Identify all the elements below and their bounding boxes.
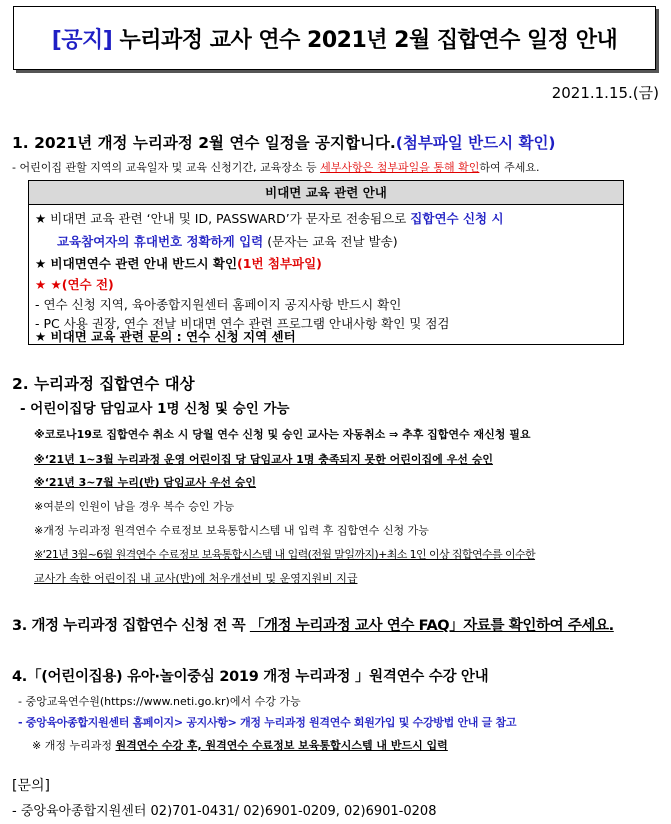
page-title xyxy=(52,23,617,54)
section-2-note-3: ※‘21년 3~7월 누리(반) 담임교사 우선 승인 xyxy=(34,476,257,489)
section-2-heading: 2. 누리과정 집합연수 대상 xyxy=(12,375,195,393)
section-2-sub: - 어린이집당 담임교사 1명 신청 및 승인 가능 xyxy=(20,401,290,417)
section-3-heading xyxy=(12,614,614,635)
notice-line-1a: ★ 비대면 교육 관련 ‘안내 및 ID, PASSWARD’가 문자로 전송됨으로 xyxy=(35,211,411,226)
section-1-desc-c: 하여 주세요. xyxy=(479,161,540,174)
section-3-heading-b: 「개정 누리과정 교사 연수 FAQ」자료를 확인하여 주세요. xyxy=(249,618,614,634)
contact-heading: [문의] xyxy=(12,778,50,794)
section-4-line-3a: ※ 개정 누리과정 xyxy=(32,739,116,752)
section-1-heading xyxy=(12,131,556,153)
notice-line-7: ★ 비대면 교육 관련 문의 : 연수 신청 지역 센터 xyxy=(35,329,296,344)
section-1-desc-highlight: 세부사항은 첨부파일을 통해 확인 xyxy=(320,161,480,174)
section-2-note-6a: ※‘21년 3월~6월 원격연수 수료정보 보육통합시스템 내 입력(전월 말일까지)+최소 1인 이상 집합연수를 이수한 xyxy=(34,548,536,561)
notice-header: 비대면 교육 관련 안내 xyxy=(29,181,623,205)
title-box xyxy=(13,6,656,70)
section-1-desc-a: - 어린이집 관할 지역의 교육일자 및 교육 신청기간, 교육장소 등 xyxy=(12,161,321,174)
notice-line-2a: 교육참여자의 휴대번호 정확하게 입력 xyxy=(57,234,264,249)
notice-line-3 xyxy=(35,254,322,272)
section-4-line-3 xyxy=(32,737,448,753)
section-2-note-4: ※여분의 인원이 남을 경우 복수 승인 가능 xyxy=(34,500,235,513)
section-2-note-2: ※‘21년 1~3월 누리과정 운영 어린이집 당 담임교사 1명 충족되지 못한 어린이집에 우선 승인 xyxy=(34,453,493,466)
notice-line-5: - 연수 신청 지역, 육아종합지원센터 홈페이지 공지사항 반드시 확인 xyxy=(35,297,402,312)
section-4-heading: 4.「(어린이집용) 유아·놀이중심 2019 개정 누리과정 」원격연수 수강 안내 xyxy=(12,669,489,685)
notice-line-1b: 집합연수 신청 시 xyxy=(410,211,504,226)
post-date: 2021.1.15.(금) xyxy=(551,84,659,102)
section-2-note-6b: 교사가 속한 어린이집 내 교사(반)에 처우개선비 및 운영지원비 지급 xyxy=(34,572,358,585)
notice-line-2 xyxy=(57,232,398,250)
section-1-heading-note: (첨부파일 반드시 확인) xyxy=(395,134,556,152)
notice-line-1 xyxy=(35,209,504,227)
title-text: 누리과정 교사 연수 2021년 2월 집합연수 일정 안내 xyxy=(112,27,618,53)
notice-line-4: ★ ★(연수 전) xyxy=(35,277,114,292)
section-2-note-1: ※코로나19로 집합연수 취소 시 당월 연수 신청 및 승인 교사는 자동취소 ⇒ 추후 집합연수 재신청 필요 xyxy=(34,428,531,441)
section-4-line-1: - 중앙교육연수원(https://www.neti.go.kr)에서 수강 가능 xyxy=(18,695,301,708)
notice-line-2b: (문자는 교육 전날 발송) xyxy=(263,234,398,249)
notice-line-3a: ★ 비대면연수 관련 안내 반드시 확인 xyxy=(35,256,238,271)
section-3-heading-a: 3. 개정 누리과정 집합연수 신청 전 꼭 xyxy=(12,618,250,634)
contact-line: - 중앙육아종합지원센터 02)701-0431/ 02)6901-0209, 02)6901-0208 xyxy=(12,804,437,819)
section-1-desc xyxy=(12,159,539,175)
notice-box xyxy=(28,180,624,345)
notice-line-6: - PC 사용 권장, 연수 전날 비대면 연수 관련 프로그램 안내사항 확인 및 점검 xyxy=(35,316,450,331)
section-1-heading-text: 1. 2021년 개정 누리과정 2월 연수 일정을 공지합니다. xyxy=(12,134,396,152)
title-tag: [공지] xyxy=(51,27,113,53)
notice-line-3b: (1번 첨부파일) xyxy=(237,256,322,271)
section-4-line-2: - 중앙육아종합지원센터 홈페이지> 공지사항> 개정 누리과정 원격연수 회원가입 및 수강방법 안내 글 참고 xyxy=(18,716,517,729)
section-4-line-3b: 원격연수 수강 후, 원격연수 수료정보 보육통합시스템 내 반드시 입력 xyxy=(115,739,448,752)
section-2-note-5: ※개정 누리과정 원격연수 수료정보 보육통합시스템 내 입력 후 집합연수 신청 가능 xyxy=(34,524,429,537)
